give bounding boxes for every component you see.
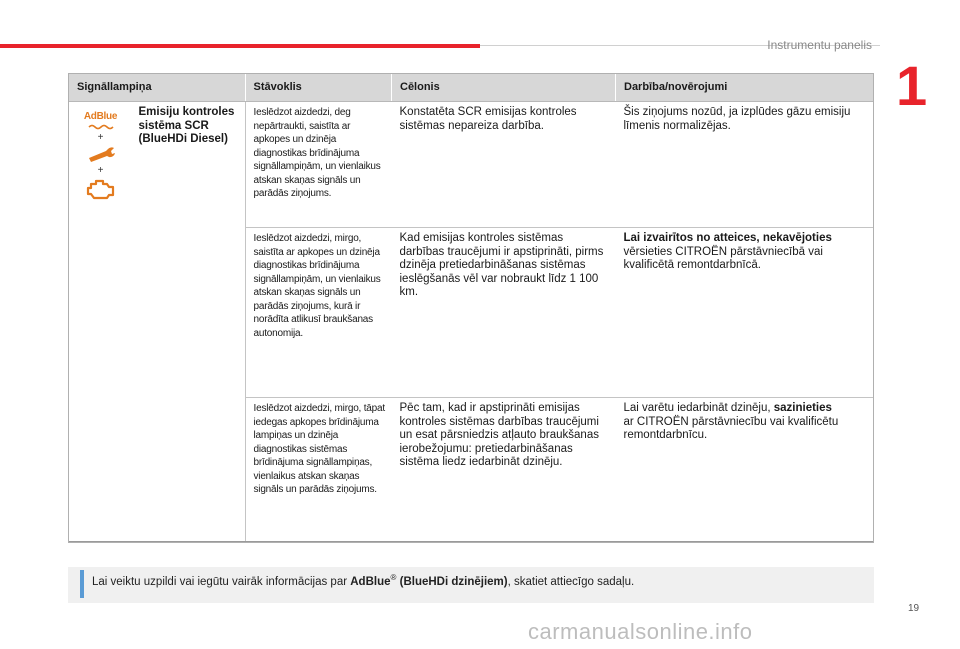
engine-icon [86,178,116,200]
header-action: Darbība/novērojumi [616,73,875,102]
row2-action [616,228,875,398]
row3-cause: Pēc tam, kad ir apstiprināti emisijas kontroles sistēmas darbības traucējumi un esat pārsniedzis atļauto braukšanas ierobežojumu: pretiedarbināšanas sistēma liedz iedarbināt dzinēju. [392,398,616,541]
plus-sign: + [97,165,104,176]
info-text [92,573,634,588]
info-bluehdi: (BlueHDi dzinējiem) [399,575,508,588]
header-state: Stāvoklis [245,73,392,102]
row2-action-text: vērsieties CITROËN pārstāvniecībā vai kvalificētā remontdarbnīcā. [623,245,823,271]
info-registered: ® [390,573,397,582]
header-cause: Cēlonis [392,73,616,102]
row1-action: Šis ziņojums nozūd, ja izplūdes gāzu emisiju līmenis normalizējas. [623,106,851,132]
row3-action-text: ar CITROËN pārstāvniecību vai kvalificētu remontdarbnīcu. [623,415,839,441]
row3-action [616,398,875,541]
section-title: Instrumentu panelis [767,38,872,52]
info-icon [80,570,84,598]
header-red-bar [0,44,480,48]
watermark: carmanualsonline.info [528,619,753,644]
adblue-icon: AdBlue [83,111,118,122]
page-number: 19 [908,603,920,614]
row2-state: Ieslēdzot aizdedzi, mirgo, saistīta ar apkopes un dzinēja diagnostikas brīdinājuma signāllampiņām, un vienlaikus atskan skaņas signāls un parādās ziņojums, kurā ir norādīta atlikusī braukšanas autonomija. [245,228,392,398]
row2-cause: Kad emisijas kontroles sistēmas darbības traucējumi ir apstiprināti, pirms dzinēja pretiedarbināšanas sistēmas ieslēgšanās vēl var nobraukt līdz 1 100 km. [392,228,616,398]
info-text-post: , skatiet attiecīgo sadaļu. [507,575,635,588]
header-lamp: Signāllampiņa [69,73,246,102]
row3-action-bold: sazinieties [773,402,832,414]
chapter-number: 1 [896,54,928,117]
adblue-wave-icon [88,124,114,130]
info-text-pre: Lai veiktu uzpildi vai iegūtu vairāk informācijas par [92,575,348,588]
plus-sign: + [97,132,104,143]
row3-action-pre: Lai varētu iedarbināt dzinēju, [623,402,771,414]
row1-cause: Konstatēta SCR emisijas kontroles sistēmas nepareiza darbība. [399,106,577,132]
table-bottom-border [68,541,874,542]
row3-state: Ieslēdzot aizdedzi, mirgo, tāpat iedegas apkopes brīdinājuma lampiņas un dzinēja diagnostikas sistēmas brīdinājuma signāllampiņas, vienlaikus atskan skaņas signāls un parādās ziņojums. [245,398,392,541]
wrench-icon [86,145,116,163]
lamp-name: Emisiju kontroles sistēma SCR (BlueHDi Diesel) [131,102,246,541]
row1-state: Ieslēdzot aizdedzi, deg nepārtraukti, saistīta ar apkopes un dzinēja diagnostikas brīdinājuma signāllampiņām, un vienlaikus atskan skaņas signāls un parādās ziņojums. [253,107,381,199]
warning-lamp-table [68,73,874,541]
info-adblue: AdBlue [350,575,391,588]
row2-action-bold: Lai izvairītos no atteices, nekavējoties [623,232,832,244]
lamp-icon-cell [69,102,131,541]
table-row [69,102,875,228]
table-header-row [69,73,875,102]
